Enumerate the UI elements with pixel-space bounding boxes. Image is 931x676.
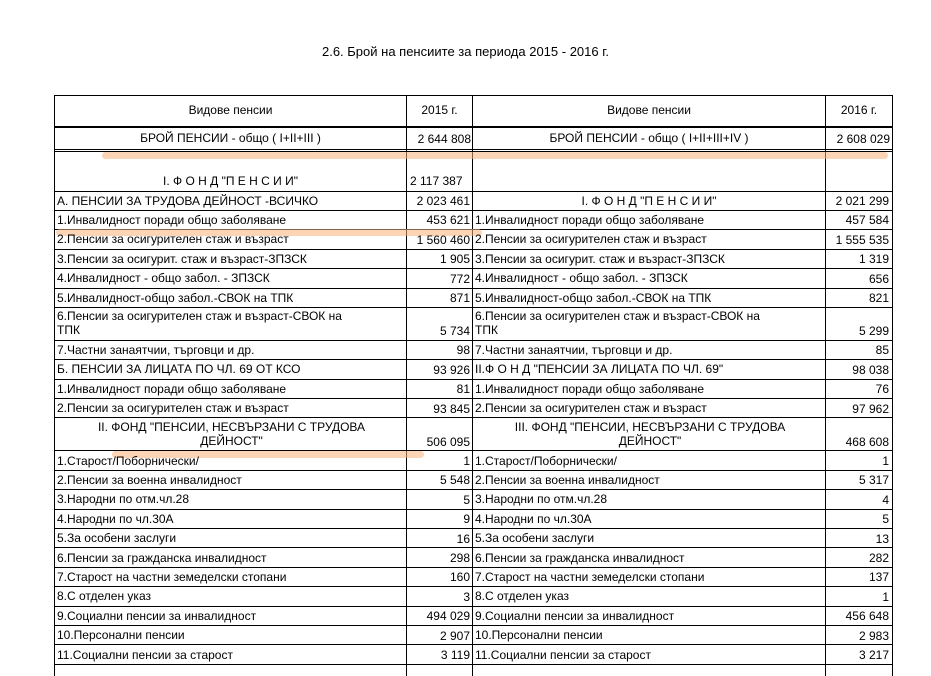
row-label-2016: 2.Пенсии за осигурителен стаж и възраст bbox=[475, 232, 707, 247]
row-label-2016: 7.Частни занаятчии, търговци и др. bbox=[475, 342, 673, 357]
fund-title-2015: І. Ф О Н Д "П Е Н С И И" bbox=[163, 174, 298, 188]
row-label-2015: 5.Инвалидност-общо забол.-СВОК на ТПК bbox=[57, 290, 294, 305]
row-value-2015: 2 023 461 bbox=[416, 193, 470, 208]
row-value-2016: 1 bbox=[882, 453, 889, 468]
row-label-2016: 9.Социални пенсии за инвалидност bbox=[475, 608, 675, 623]
row-label-2015: 10.Персонални пенсии bbox=[57, 628, 185, 643]
row-label-2016: ІІІ. ФОНД "ПЕНСИИ, НЕСВЪРЗАНИ С ТРУДОВА bbox=[514, 419, 786, 434]
row-label-2015: 5.За особени заслуги bbox=[57, 531, 177, 546]
row-value-2016: 137 bbox=[868, 570, 889, 585]
row-label-2015: 3.Народни по отм.чл.28 bbox=[57, 492, 190, 507]
total-value-2015: 2 644 808 bbox=[417, 132, 471, 146]
row-label-2015: 2.Пенсии за осигурителен стаж и възраст bbox=[57, 401, 289, 416]
row-label-2016: 1.Старост/Поборнически/ bbox=[475, 453, 617, 468]
row-label-2015: ІІ. ФОНД "ПЕНСИИ, НЕСВЪРЗАНИ С ТРУДОВА bbox=[97, 419, 366, 434]
row-value-2016: 76 bbox=[875, 382, 889, 397]
total-label-2015: БРОЙ ПЕНСИИ - общо ( I+II+III ) bbox=[140, 131, 321, 145]
row-value-2016: 468 608 bbox=[845, 434, 889, 449]
row-value-2016: 3 217 bbox=[858, 647, 889, 662]
row-value-2016: 656 bbox=[868, 271, 889, 286]
row-label-2016: 11.Социални пенсии за старост bbox=[475, 647, 651, 662]
row-label-2016: 3.Пенсии за осигурит. стаж и възраст-ЗПЗСК bbox=[475, 251, 725, 266]
row-label-2015: 9.Социални пенсии за инвалидност bbox=[57, 608, 257, 623]
row-label-2016: 8.С отделен указ bbox=[475, 589, 569, 604]
row-label-2015: ТПК bbox=[57, 322, 80, 337]
row-label-2015: 3.Пенсии за осигурит. стаж и възраст-ЗПЗСК bbox=[57, 251, 307, 266]
row-value-2016: 4 bbox=[882, 492, 889, 507]
row-value-2016: 2 983 bbox=[858, 628, 889, 643]
row-label-2015: 6.Пенсии за гражданска инвалидност bbox=[57, 550, 267, 565]
row-value-2015: 506 095 bbox=[426, 434, 470, 449]
row-label-2015: А. ПЕНСИИ ЗА ТРУДОВА ДЕЙНОСТ -ВСИЧКО bbox=[57, 193, 319, 208]
header-types-2015: Видове пенсии bbox=[188, 103, 273, 117]
row-value-2015: 1 bbox=[463, 453, 470, 468]
row-value-2015: 93 845 bbox=[433, 401, 470, 416]
row-label-2016: 2.Пенсии за военна инвалидност bbox=[475, 472, 660, 487]
row-label-2015: 11.Социални пенсии за старост bbox=[57, 647, 233, 662]
row-label-2016: 6.Пенсии за осигурителен стаж и възраст-СВОК на bbox=[475, 308, 760, 323]
row-label-2016: 4.Народни по чл.30А bbox=[475, 511, 592, 526]
row-value-2015: 772 bbox=[449, 271, 470, 286]
row-value-2015: 871 bbox=[449, 290, 470, 305]
row-value-2015: 1 560 460 bbox=[416, 232, 470, 247]
row-label-2015: Б. ПЕНСИИ ЗА ЛИЦАТА ПО ЧЛ. 69 ОТ КСО bbox=[57, 362, 301, 377]
row-label-2016: 5.Инвалидност-общо забол.-СВОК на ТПК bbox=[475, 290, 712, 305]
row-value-2015: 5 bbox=[463, 492, 470, 507]
row-value-2015: 9 bbox=[463, 512, 470, 527]
row-value-2016: 5 bbox=[882, 512, 889, 527]
row-value-2015: 3 119 bbox=[440, 647, 470, 662]
row-label-2015: 1.Инвалидност поради общо заболяване bbox=[57, 212, 287, 227]
row-value-2015: 2 907 bbox=[439, 628, 470, 643]
row-value-2015: 98 bbox=[456, 343, 470, 358]
header-year-2015: 2015 г. bbox=[421, 103, 458, 117]
row-label-2016: 2.Пенсии за осигурителен стаж и възраст bbox=[475, 401, 707, 416]
row-label-2015: 4.Народни по чл.30А bbox=[57, 511, 174, 526]
header-types-2016: Видове пенсии bbox=[607, 103, 691, 117]
row-label-2016: 3.Народни по отм.чл.28 bbox=[475, 492, 608, 507]
row-value-2015: 81 bbox=[456, 382, 470, 397]
row-label-2016: 5.За особени заслуги bbox=[475, 531, 595, 546]
row-label-2015: 6.Пенсии за осигурителен стаж и възраст-СВОК на bbox=[57, 308, 342, 323]
row-value-2015: 5 548 bbox=[439, 473, 470, 488]
row-value-2016: 1 555 535 bbox=[835, 232, 889, 247]
row-value-2015: 494 029 bbox=[426, 609, 470, 624]
row-value-2016: 1 319 bbox=[858, 252, 889, 267]
row-label-2016: 10.Персонални пенсии bbox=[475, 628, 603, 643]
row-label-2016: 1.Инвалидност поради общо заболяване bbox=[475, 212, 705, 227]
row-label-2015: 1.Старост/Поборнически/ bbox=[57, 453, 199, 468]
row-value-2015: 298 bbox=[449, 550, 470, 565]
row-value-2016: 85 bbox=[875, 343, 889, 358]
row-value-2016: 457 584 bbox=[845, 213, 889, 228]
row-label-2016: І. Ф О Н Д "П Е Н С И И" bbox=[581, 193, 717, 208]
row-value-2016: 5 299 bbox=[858, 323, 889, 338]
row-label-2015: 4.Инвалидност - общо забол. - ЗПЗСК bbox=[57, 271, 270, 286]
row-label-2016: ДЕЙНОСТ" bbox=[618, 433, 682, 448]
row-value-2015: 16 bbox=[456, 531, 470, 546]
highlight-mark bbox=[102, 152, 888, 159]
row-label-2015: 7.Старост на частни земеделски стопани bbox=[57, 569, 287, 584]
row-label-2016: 7.Старост на частни земеделски стопани bbox=[475, 569, 705, 584]
total-value-2016: 2 608 029 bbox=[836, 132, 890, 146]
row-value-2015: 160 bbox=[449, 570, 470, 585]
row-value-2015: 3 bbox=[463, 589, 470, 604]
total-label-2016: БРОЙ ПЕНСИИ - общо ( I+II+III+IV ) bbox=[549, 131, 749, 145]
row-label-2016: ІІ.Ф О Н Д "ПЕНСИИ ЗА ЛИЦАТА ПО ЧЛ. 69" bbox=[475, 362, 724, 377]
page-title: 2.6. Брой на пенсиите за периода 2015 - 2016 г. bbox=[321, 44, 609, 59]
row-value-2016: 1 bbox=[882, 589, 889, 604]
row-label-2016: 1.Инвалидност поради общо заболяване bbox=[475, 381, 705, 396]
row-value-2016: 282 bbox=[868, 550, 889, 565]
row-value-2015: 93 926 bbox=[433, 362, 470, 377]
row-label-2015: ДЕЙНОСТ" bbox=[200, 433, 263, 448]
row-value-2016: 98 038 bbox=[852, 362, 889, 377]
row-label-2016: 6.Пенсии за гражданска инвалидност bbox=[475, 550, 685, 565]
row-label-2015: 1.Инвалидност поради общо заболяване bbox=[57, 381, 287, 396]
row-value-2016: 456 648 bbox=[845, 609, 889, 624]
row-label-2016: ТПК bbox=[475, 322, 498, 337]
row-label-2015: 2.Пенсии за осигурителен стаж и възраст bbox=[57, 232, 289, 247]
row-value-2016: 5 317 bbox=[858, 473, 889, 488]
row-value-2016: 13 bbox=[875, 531, 889, 546]
row-value-2016: 2 021 299 bbox=[835, 193, 889, 208]
row-label-2016: 4.Инвалидност - общо забол. - ЗПЗСК bbox=[475, 271, 688, 286]
row-label-2015: 7.Частни занаятчии, търговци и др. bbox=[57, 342, 255, 357]
row-value-2016: 821 bbox=[868, 290, 889, 305]
row-value-2015: 5 734 bbox=[439, 323, 470, 338]
row-label-2015: 8.С отделен указ bbox=[57, 589, 151, 604]
row-value-2015: 453 621 bbox=[426, 213, 470, 228]
row-label-2015: 2.Пенсии за военна инвалидност bbox=[57, 472, 242, 487]
row-value-2016: 97 962 bbox=[852, 401, 889, 416]
fund-value-2015: 2 117 387 bbox=[410, 174, 463, 188]
row-value-2015: 1 905 bbox=[439, 252, 470, 267]
header-year-2016: 2016 г. bbox=[840, 103, 878, 117]
